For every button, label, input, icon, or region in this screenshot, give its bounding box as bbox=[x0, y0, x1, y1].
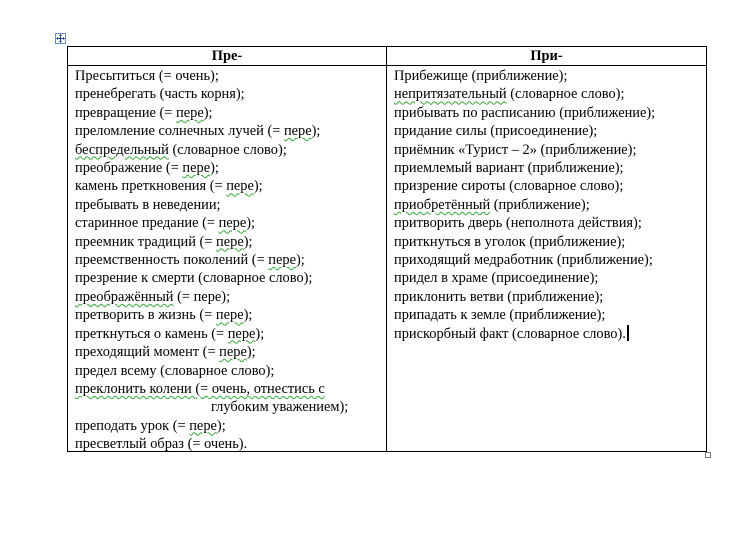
list-item bbox=[75, 288, 386, 306]
item-text: придание силы (присоединение); bbox=[394, 123, 598, 140]
item-text: ); bbox=[210, 160, 219, 177]
item-text: прискорбный факт (словарное слово). bbox=[394, 325, 626, 342]
item-text: ); bbox=[216, 417, 226, 434]
table-header-row bbox=[68, 47, 707, 66]
spellcheck-marked-word[interactable]: пере bbox=[216, 233, 244, 250]
item-text: приклонить ветви (приближение); bbox=[394, 288, 604, 305]
list-item bbox=[394, 325, 706, 343]
item-text: (приближение); bbox=[490, 196, 590, 213]
list-item bbox=[394, 214, 706, 232]
list-item bbox=[75, 85, 386, 103]
list-item bbox=[394, 85, 706, 103]
spellcheck-marked-word[interactable]: пере bbox=[176, 104, 204, 121]
item-text: Пресытиться (= очень); bbox=[75, 68, 219, 84]
list-item bbox=[75, 141, 386, 159]
spellcheck-marked-word[interactable]: преклонить колени (= очень, отнестись с bbox=[75, 380, 325, 397]
list-item bbox=[394, 104, 706, 122]
spellcheck-marked-word[interactable]: пере bbox=[182, 160, 211, 177]
spellcheck-marked-word[interactable]: пере bbox=[219, 344, 247, 361]
text-cursor bbox=[627, 325, 629, 341]
list-item bbox=[394, 177, 706, 195]
list-item bbox=[75, 251, 386, 269]
item-text: Прибежище (приближение); bbox=[394, 68, 568, 84]
list-item bbox=[75, 122, 386, 140]
header-pri[interactable]: При- bbox=[387, 47, 707, 66]
item-text: ); bbox=[246, 215, 256, 232]
pre-examples-list bbox=[68, 66, 386, 451]
item-text: ); bbox=[246, 344, 256, 361]
item-text: призрение сироты (словарное слово); bbox=[394, 178, 624, 195]
item-text: припадать к земле (приближение); bbox=[394, 307, 606, 324]
list-item bbox=[75, 196, 386, 214]
item-text: предел всему (словарное слово); bbox=[75, 362, 275, 379]
spellcheck-marked-word[interactable]: пере bbox=[189, 417, 217, 434]
item-text: ); bbox=[243, 307, 253, 324]
item-text: ); bbox=[243, 233, 253, 250]
item-text: преемственность поколений (= bbox=[75, 252, 269, 269]
item-text: ); bbox=[255, 325, 265, 342]
table-resize-handle[interactable] bbox=[705, 452, 711, 458]
item-text: приткнуться в уголок (приближение); bbox=[394, 233, 626, 250]
item-text: придел в храме (присоединение); bbox=[394, 270, 599, 287]
spellcheck-marked-word[interactable]: приобретённый bbox=[394, 196, 491, 213]
cell-pri-examples[interactable] bbox=[387, 66, 707, 452]
list-item bbox=[75, 214, 386, 232]
item-text: преломление солнечных лучей (= bbox=[75, 123, 284, 140]
item-text: преемник традиций (= bbox=[75, 233, 217, 250]
cell-pre-examples[interactable] bbox=[68, 66, 387, 452]
item-text: притворить дверь (неполнота действия); bbox=[394, 215, 642, 232]
item-text: старинное предание (= bbox=[75, 215, 219, 232]
table-body-row bbox=[68, 66, 707, 452]
item-text: претворить в жизнь (= bbox=[75, 307, 216, 324]
spellcheck-marked-word[interactable]: пере bbox=[226, 178, 254, 195]
list-item bbox=[75, 159, 386, 177]
list-item bbox=[75, 67, 386, 85]
spellcheck-marked-word[interactable]: беспредельный bbox=[75, 141, 169, 158]
spellcheck-marked-word[interactable]: пере bbox=[268, 252, 296, 269]
spellcheck-marked-word[interactable]: непритязательный bbox=[394, 86, 507, 103]
item-text: пребывать в неведении; bbox=[75, 196, 221, 213]
list-item bbox=[75, 269, 386, 287]
list-item bbox=[394, 306, 706, 324]
item-text: ); bbox=[311, 123, 321, 140]
item-text: преходящий момент (= bbox=[75, 344, 220, 361]
item-text: пренебрегать (часть корня); bbox=[75, 86, 245, 103]
header-pre[interactable]: Пре- bbox=[68, 47, 387, 66]
spellcheck-marked-word[interactable]: преображённый bbox=[75, 288, 174, 305]
list-item bbox=[394, 159, 706, 177]
list-item bbox=[75, 417, 386, 435]
list-item bbox=[75, 343, 386, 361]
item-text: ); bbox=[295, 252, 305, 269]
list-item bbox=[394, 122, 706, 140]
list-item bbox=[75, 306, 386, 324]
list-item bbox=[394, 67, 706, 85]
table-move-handle[interactable] bbox=[55, 33, 66, 44]
item-text: превращение (= bbox=[75, 104, 177, 121]
spellcheck-marked-word[interactable]: пере bbox=[215, 307, 244, 324]
item-text: приемлемый вариант (приближение); bbox=[394, 160, 624, 177]
item-text: приходящий медработник (приближение); bbox=[394, 252, 653, 269]
list-item bbox=[394, 233, 706, 251]
item-text: глубоким уважением); bbox=[211, 399, 349, 416]
spellcheck-marked-word[interactable]: пере bbox=[218, 215, 247, 232]
list-item bbox=[75, 177, 386, 195]
item-text: ); bbox=[253, 178, 263, 195]
list-item bbox=[394, 196, 706, 214]
list-item bbox=[75, 380, 386, 398]
item-text: презрение к смерти (словарное слово); bbox=[75, 270, 313, 287]
item-text: преткнуться о камень (= bbox=[75, 325, 228, 342]
item-text: прибывать по расписанию (приближение); bbox=[394, 104, 656, 121]
item-text: приёмник «Турист – 2» (приближение); bbox=[394, 141, 637, 158]
list-item bbox=[394, 251, 706, 269]
item-text: (словарное слово); bbox=[506, 86, 625, 103]
spellcheck-marked-word[interactable]: пере bbox=[227, 325, 256, 342]
item-text: преподать урок (= bbox=[75, 417, 190, 434]
item-text: пресветлый образ (= очень). bbox=[75, 436, 248, 453]
move-arrows-icon bbox=[56, 34, 65, 43]
item-text: ); bbox=[203, 104, 213, 121]
item-text: камень преткновения (= bbox=[75, 178, 227, 195]
item-text: преображение (= bbox=[75, 160, 183, 177]
list-item bbox=[394, 288, 706, 306]
list-item bbox=[394, 141, 706, 159]
list-item bbox=[75, 104, 386, 122]
pri-examples-list bbox=[387, 66, 706, 451]
spellcheck-marked-word[interactable]: пере bbox=[283, 123, 312, 140]
list-item bbox=[75, 362, 386, 380]
list-item bbox=[75, 398, 386, 416]
item-text: (словарное слово); bbox=[168, 141, 287, 158]
list-item bbox=[75, 435, 386, 453]
prefix-table bbox=[67, 46, 707, 452]
list-item bbox=[75, 233, 386, 251]
list-item bbox=[394, 269, 706, 287]
list-item bbox=[75, 325, 386, 343]
item-text: (= пере); bbox=[173, 288, 231, 305]
